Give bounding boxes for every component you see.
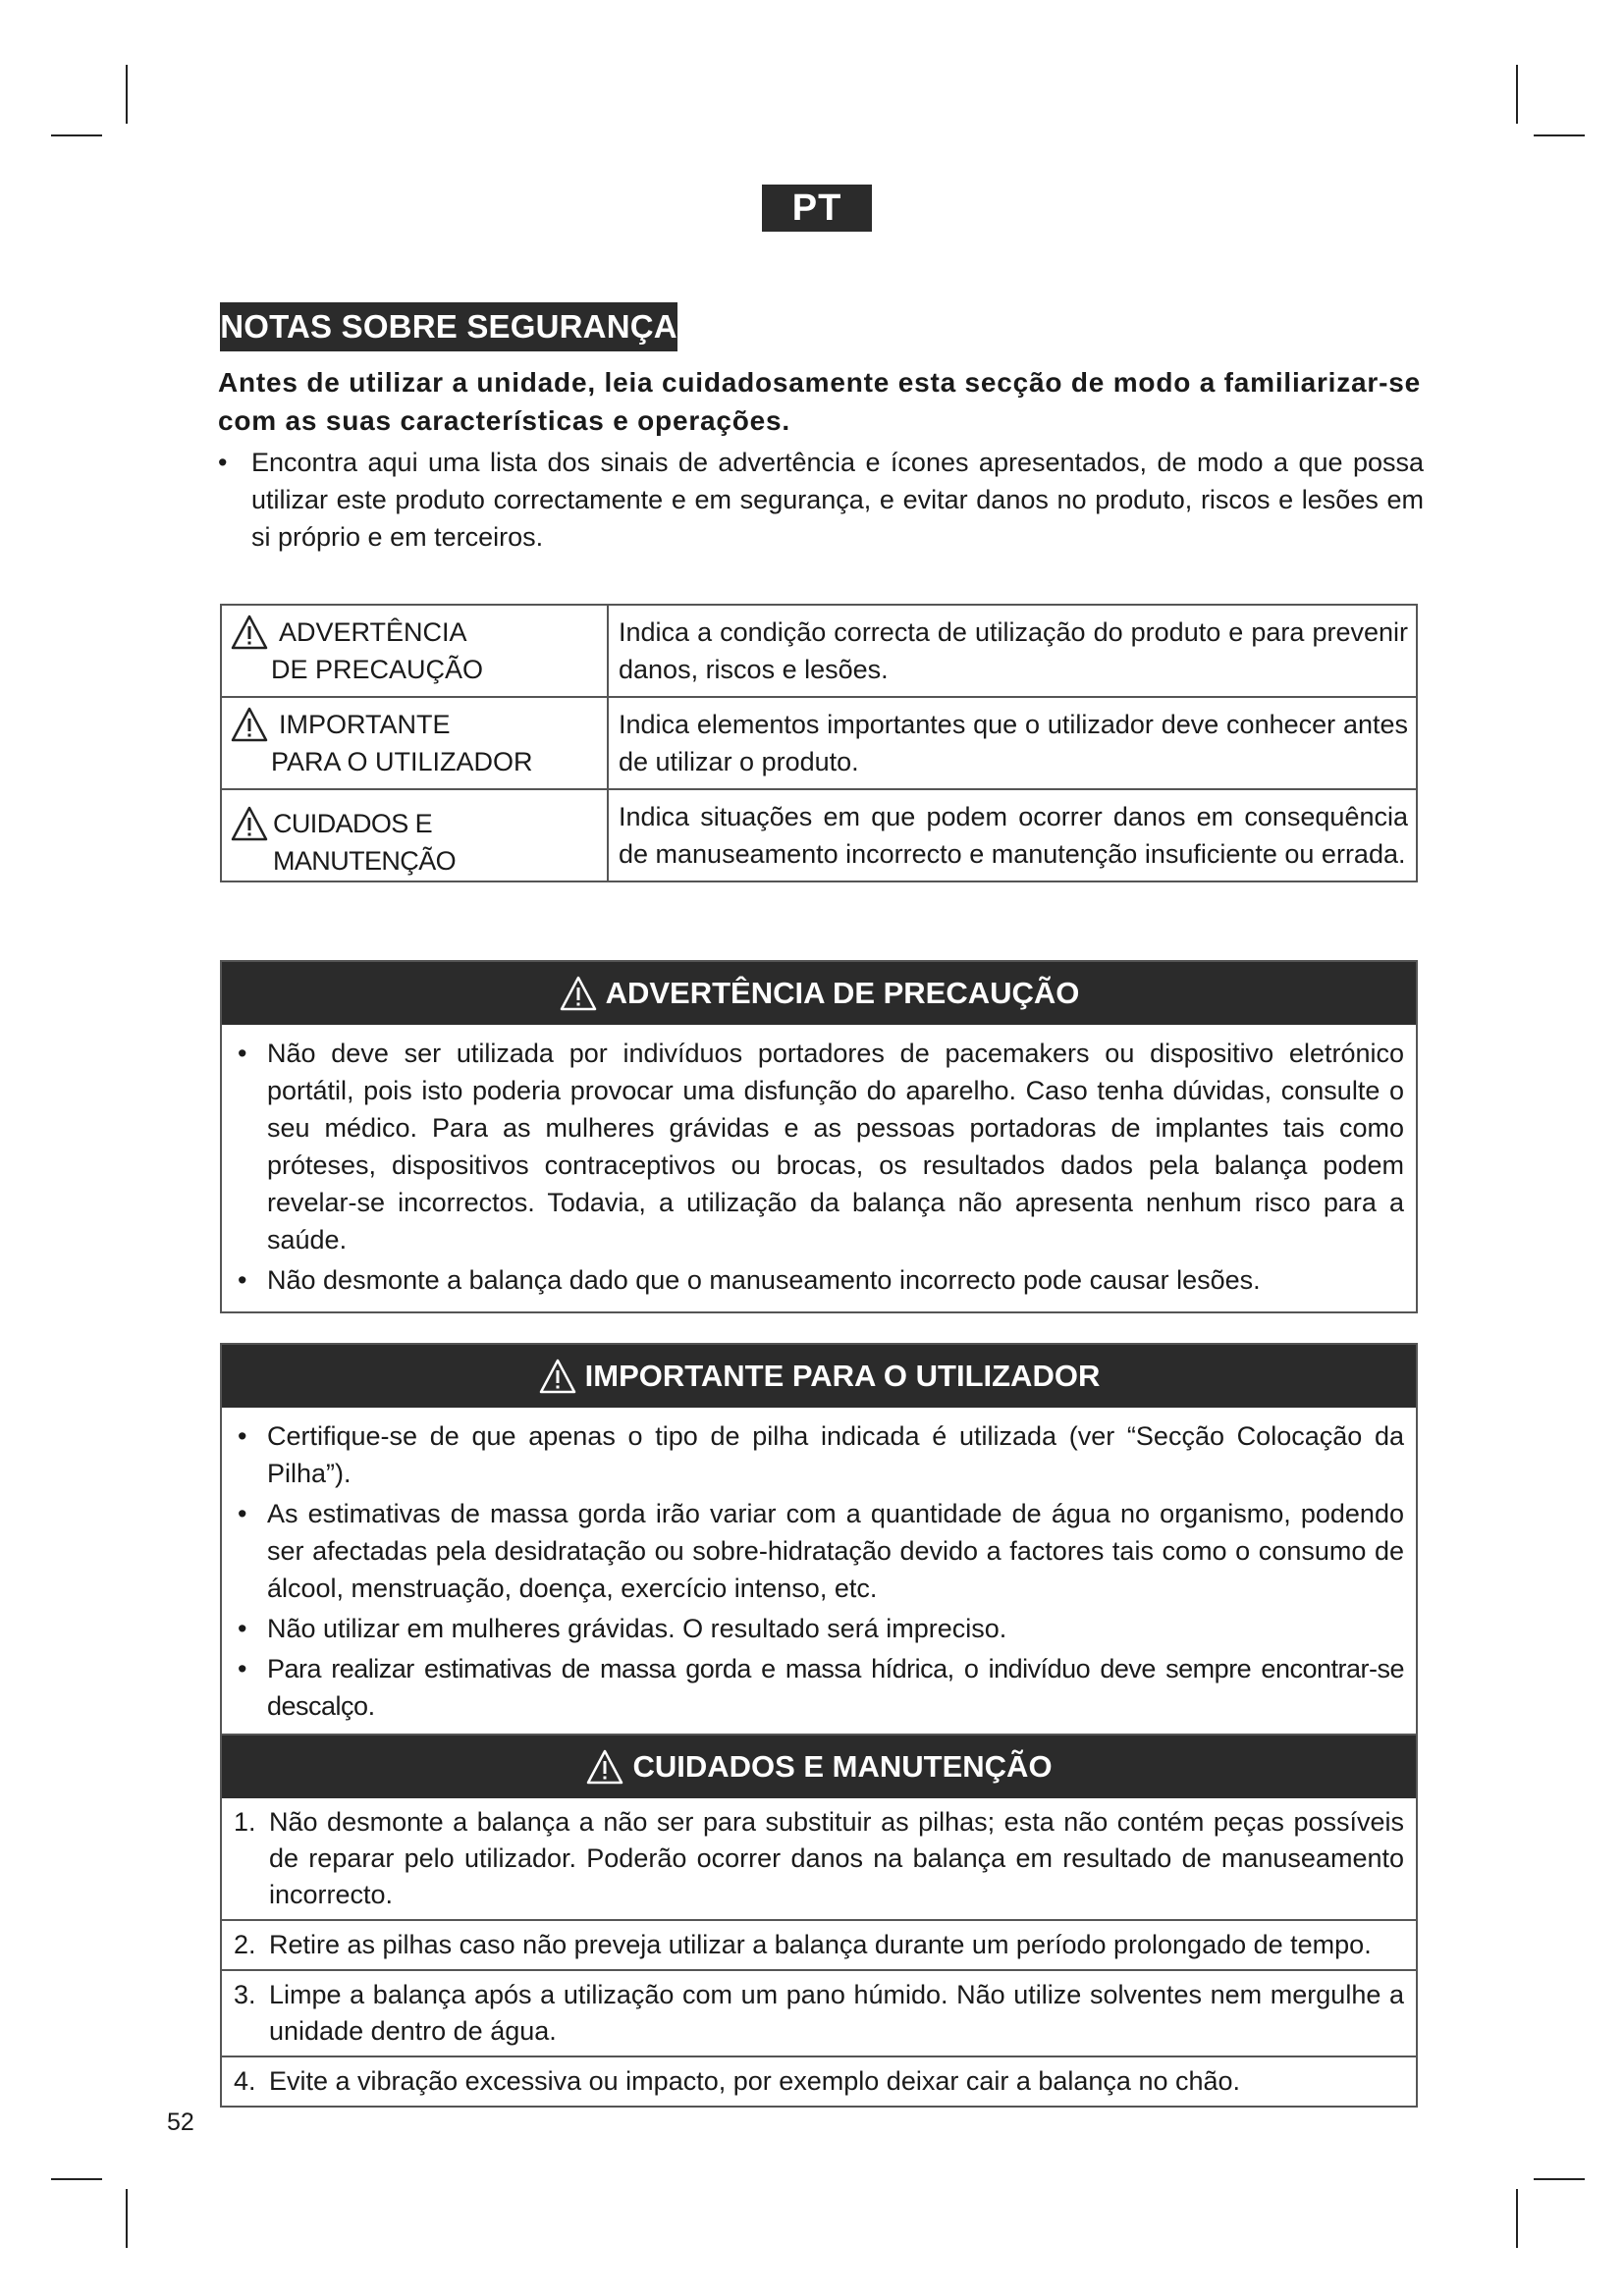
care-panel-header <box>222 1735 1416 1798</box>
bullet-dot: • <box>238 1614 247 1643</box>
crop-mark <box>126 65 128 124</box>
intro-text: Antes de utilizar a unidade, leia cuidadosamente esta secção de modo a familiarizar-se com as suas características e operações. <box>218 367 1421 436</box>
care-panel <box>220 1734 1418 2108</box>
list-item-text: Para realizar estimativas de massa gorda e massa hídrica, o indivíduo deve sempre encontrar-se descalço. <box>267 1654 1404 1721</box>
legend-description: Indica situações em que podem ocorrer danos em consequência de manuseamento incorrecto e manutenção insuficiente ou errada. <box>608 789 1417 881</box>
legend-label-line2: PARA O UTILIZADOR <box>271 747 533 776</box>
important-panel <box>220 1343 1418 1739</box>
list-item <box>222 2056 1416 2106</box>
bullet-dot: • <box>238 1421 247 1451</box>
legend-label-cell <box>221 605 608 697</box>
section-title: NOTAS SOBRE SEGURANÇA <box>220 302 677 351</box>
legend-row <box>221 605 1417 697</box>
legend-row <box>221 789 1417 881</box>
warning-triangle-icon <box>585 1748 624 1786</box>
legend-label-cell <box>221 789 608 881</box>
legend-label-line1: ADVERTÊNCIA <box>279 617 467 647</box>
list-item-text: Evite a vibração excessiva ou impacto, por exemplo deixar cair a balança no chão. <box>269 2066 1241 2096</box>
list-item-number: 2. <box>234 1930 256 1959</box>
warning-triangle-icon <box>230 614 269 651</box>
language-badge: PT <box>762 185 872 232</box>
bullet-dot: • <box>238 1499 247 1528</box>
warning-triangle-icon <box>230 706 269 743</box>
bullet-dot: • <box>238 1039 247 1068</box>
list-item-text: Certifique-se de que apenas o tipo de pilha indicada é utilizada (ver “Secção Colocação da Pilha”). <box>267 1421 1404 1488</box>
crop-mark <box>51 134 102 136</box>
warning-triangle-icon <box>230 805 269 842</box>
list-item-text: Não desmonte a balança dado que o manuseamento incorrecto pode causar lesões. <box>267 1265 1261 1295</box>
legend-label-line1: IMPORTANTE <box>279 710 451 739</box>
bullet-dot: • <box>238 1265 247 1295</box>
intro-bullet <box>214 444 1424 556</box>
list-item <box>234 1261 1404 1299</box>
legend-label-cell <box>221 697 608 789</box>
list-item-text: As estimativas de massa gorda irão variar com a quantidade de água no organismo, podendo ser afectadas pela desidratação ou sobre-hidratação devido a factores tais como o consumo de álcool, menstruação, doença, exercício intenso, etc. <box>267 1499 1404 1603</box>
list-item-number: 1. <box>234 1807 256 1837</box>
important-panel-title: IMPORTANTE PARA O UTILIZADOR <box>584 1359 1101 1393</box>
list-item-text: Retire as pilhas caso não preveja utilizar a balança durante um período prolongado de tempo. <box>269 1930 1372 1959</box>
list-item <box>234 1417 1404 1492</box>
care-panel-title: CUIDADOS E MANUTENÇÃO <box>632 1749 1053 1784</box>
crop-mark <box>51 2178 102 2180</box>
list-item-text: Não utilizar em mulheres grávidas. O resultado será impreciso. <box>267 1614 1007 1643</box>
legend-description: Indica a condição correcta de utilização do produto e para prevenir danos, riscos e lesões. <box>608 605 1417 697</box>
crop-mark <box>126 2189 128 2248</box>
list-item <box>234 1035 1404 1258</box>
list-item <box>234 1495 1404 1607</box>
warning-triangle-icon <box>538 1358 577 1395</box>
list-item <box>222 1969 1416 2056</box>
list-item-number: 4. <box>234 2066 256 2096</box>
list-item-text: Não desmonte a balança a não ser para substituir as pilhas; esta não contém peças possíveis de reparar pelo utilizador. Poderão ocorrer danos na balança em resultado de manuseamento incorrecto. <box>269 1807 1404 1909</box>
page-number: 52 <box>167 2109 194 2136</box>
list-item <box>222 1919 1416 1969</box>
list-item <box>234 1650 1404 1725</box>
crop-mark <box>1516 65 1518 124</box>
crop-mark <box>1516 2189 1518 2248</box>
crop-mark <box>1534 2178 1585 2180</box>
legend-row <box>221 697 1417 789</box>
legend-label-line2: DE PRECAUÇÃO <box>271 655 484 684</box>
warning-triangle-icon <box>559 975 598 1012</box>
important-panel-header <box>222 1345 1416 1408</box>
list-item <box>234 1610 1404 1647</box>
bullet-dot: • <box>218 448 228 477</box>
list-item-number: 3. <box>234 1980 256 2009</box>
warning-panel-header <box>222 962 1416 1025</box>
intro-bullet-text: Encontra aqui uma lista dos sinais de advertência e ícones apresentados, de modo a que possa utilizar este produto correctamente e em segurança, e evitar danos no produto, riscos e lesões em si próprio e em terceiros. <box>251 448 1424 552</box>
legend-description: Indica elementos importantes que o utilizador deve conhecer antes de utilizar o produto. <box>608 697 1417 789</box>
legend-label-line1: CUIDADOS E MANUTENÇÃO <box>273 809 457 876</box>
bullet-dot: • <box>238 1654 247 1683</box>
crop-mark <box>1534 134 1585 136</box>
list-item <box>222 1798 1416 1919</box>
warning-panel <box>220 960 1418 1313</box>
list-item-text: Não deve ser utilizada por indivíduos portadores de pacemakers ou dispositivo eletrónico portátil, pois isto poderia provocar uma disfunção do aparelho. Caso tenha dúvidas, consulte o seu médico. Para as mulheres grávidas e as pessoas portadoras de implantes tais como próteses, dispositivos contraceptivos ou brocas, os resultados dados pela balança podem revelar-se incorrectos. Todavia, a utilização da balança não apresenta nenhum risco para a saúde. <box>267 1039 1404 1255</box>
list-item-text: Limpe a balança após a utilização com um pano húmido. Não utilize solventes nem mergulhe a unidade dentro de água. <box>269 1980 1404 2046</box>
warning-panel-title: ADVERTÊNCIA DE PRECAUÇÃO <box>605 976 1080 1010</box>
legend-table <box>220 604 1418 882</box>
